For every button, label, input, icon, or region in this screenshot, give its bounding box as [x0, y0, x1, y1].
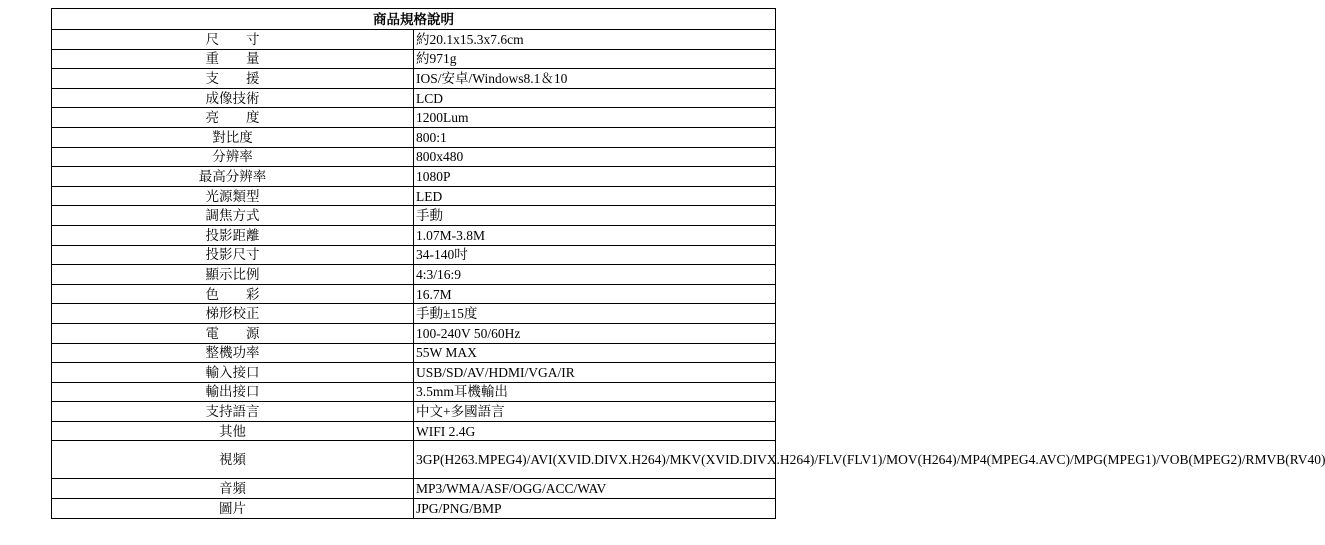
- spec-label: 整機功率: [52, 343, 414, 363]
- spec-value: 約971g: [414, 49, 776, 69]
- spec-value: 3GP(H263.MPEG4)/AVI(XVID.DIVX.H264)/MKV(XVID.DIVX.H264)/FLV(FLV1)/MOV(H264)/MP4(MPEG4.AVC)/MPG(MPEG1)/VOB(MPEG2)/RMVB(RV40): [414, 441, 776, 479]
- spec-row: [52, 343, 776, 363]
- spec-label: 尺 寸: [52, 30, 414, 50]
- spec-label: 梯形校正: [52, 304, 414, 324]
- spec-value: 34-140吋: [414, 245, 776, 265]
- spec-label: 顯示比例: [52, 265, 414, 285]
- spec-label: 成像技術: [52, 88, 414, 108]
- spec-row: [52, 245, 776, 265]
- spec-row: [52, 225, 776, 245]
- spec-label: 光源類型: [52, 186, 414, 206]
- spec-value: 4:3/16:9: [414, 265, 776, 285]
- spec-value: 手動±15度: [414, 304, 776, 324]
- spec-row: [52, 441, 776, 479]
- spec-table-header-row: [52, 9, 776, 30]
- spec-table-title: 商品規格說明: [52, 9, 776, 30]
- spec-label: 視頻: [52, 441, 414, 479]
- spec-value: 100-240V 50/60Hz: [414, 323, 776, 343]
- spec-row: [52, 127, 776, 147]
- spec-value: LED: [414, 186, 776, 206]
- spec-table: [51, 8, 1325, 519]
- spec-label: 投影尺寸: [52, 245, 414, 265]
- spec-label: 調焦方式: [52, 206, 414, 226]
- spec-label: 電 源: [52, 323, 414, 343]
- spec-row: [52, 265, 776, 285]
- spec-value: 中文+多國語言: [414, 402, 776, 422]
- spec-label: 輸出接口: [52, 382, 414, 402]
- spec-row: [52, 323, 776, 343]
- spec-row: [52, 69, 776, 89]
- spec-value: 800x480: [414, 147, 776, 167]
- spec-value: 1.07M-3.8M: [414, 225, 776, 245]
- spec-label: 圖片: [52, 499, 414, 519]
- spec-row: [52, 284, 776, 304]
- spec-value: JPG/PNG/BMP: [414, 499, 776, 519]
- spec-label: 輸入接口: [52, 363, 414, 383]
- spec-value: 3.5mm耳機輸出: [414, 382, 776, 402]
- spec-row: [52, 88, 776, 108]
- spec-row: [52, 402, 776, 422]
- spec-label: 亮 度: [52, 108, 414, 128]
- spec-row: [52, 186, 776, 206]
- spec-label: 色 彩: [52, 284, 414, 304]
- spec-row: [52, 304, 776, 324]
- spec-label: 支持語言: [52, 402, 414, 422]
- spec-row: [52, 30, 776, 50]
- spec-label: 對比度: [52, 127, 414, 147]
- spec-row: [52, 206, 776, 226]
- spec-row: [52, 479, 776, 499]
- spec-label: 最高分辨率: [52, 167, 414, 187]
- spec-value: LCD: [414, 88, 776, 108]
- spec-label: 支 援: [52, 69, 414, 89]
- spec-row: [52, 499, 776, 519]
- spec-row: [52, 382, 776, 402]
- spec-label: 分辨率: [52, 147, 414, 167]
- spec-row: [52, 49, 776, 69]
- spec-row: [52, 147, 776, 167]
- spec-label: 投影距離: [52, 225, 414, 245]
- spec-value: 1200Lum: [414, 108, 776, 128]
- spec-row: [52, 363, 776, 383]
- spec-value: MP3/WMA/ASF/OGG/ACC/WAV: [414, 479, 776, 499]
- spec-value: 800:1: [414, 127, 776, 147]
- spec-value: 1080P: [414, 167, 776, 187]
- spec-label: 其他: [52, 421, 414, 441]
- spec-value: USB/SD/AV/HDMI/VGA/IR: [414, 363, 776, 383]
- spec-row: [52, 167, 776, 187]
- spec-value: 手動: [414, 206, 776, 226]
- spec-value: 約20.1x15.3x7.6cm: [414, 30, 776, 50]
- spec-row: [52, 421, 776, 441]
- spec-value: IOS/安卓/Windows8.1＆10: [414, 69, 776, 89]
- spec-value: 55W MAX: [414, 343, 776, 363]
- spec-row: [52, 108, 776, 128]
- spec-table-body: [52, 30, 1325, 519]
- spec-label: 重 量: [52, 49, 414, 69]
- spec-value: WIFI 2.4G: [414, 421, 776, 441]
- spec-label: 音頻: [52, 479, 414, 499]
- spec-value: 16.7M: [414, 284, 776, 304]
